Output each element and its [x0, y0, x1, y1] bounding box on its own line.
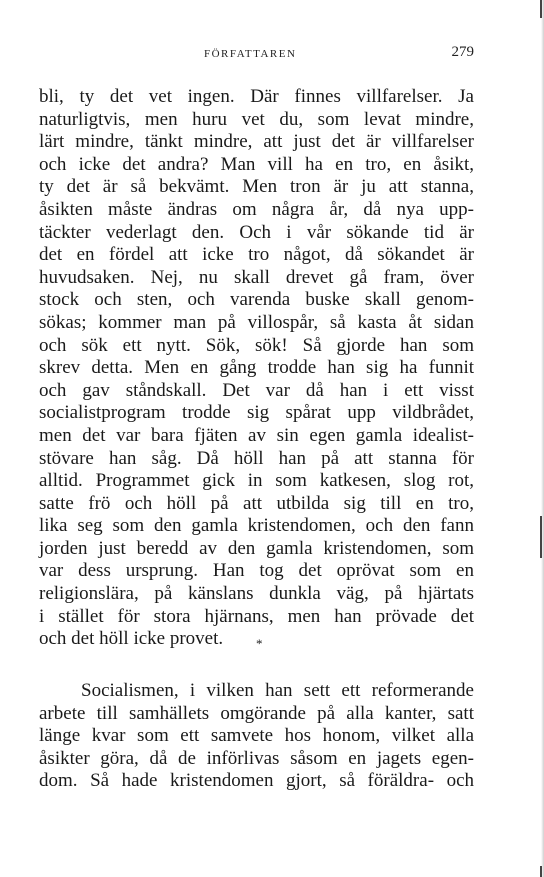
- text-line: stövare han såg. Då höll han på att stanna för: [39, 447, 474, 469]
- section-separator: *: [256, 636, 263, 651]
- text-line: jorden just beredd av den gamla kristendomen, som: [39, 537, 474, 559]
- page-number: 279: [451, 44, 474, 60]
- text-line: sökas; kommer man på villospår, så kasta åt sidan: [39, 311, 474, 333]
- text-line: lärt mindre, tänkt mindre, att just det är villfarelser: [39, 131, 474, 153]
- text-line: Socialismen, i vilken han sett ett reformerande: [81, 680, 474, 701]
- text-line: åsikten måste ändras om några år, då nya upp-: [39, 198, 474, 220]
- text-line: stock och sten, och varenda buske skall genom-: [39, 289, 474, 311]
- text-line: huvudsaken. Nej, nu skall drevet gå fram, över: [39, 266, 474, 288]
- paragraph-2: [39, 680, 474, 793]
- text-line: lika seg som den gamla kristendomen, och den fann: [39, 515, 474, 537]
- paragraph-1: [39, 86, 474, 651]
- text-line: arbete till samhällets omgörande på alla kanter, satt: [39, 702, 474, 724]
- text-line: och icke det andra? Man vill ha en tro, en åsikt,: [39, 153, 474, 175]
- text-line: det en fördel att icke tro något, då sökandet är: [39, 244, 474, 266]
- text-line: religionslära, på känslans dunkla väg, på hjärtats: [39, 583, 474, 605]
- text-line: dom. Så hade kristendomen gjort, så föräldra- och: [39, 770, 474, 792]
- text-line: naturligtvis, men huru vet du, som levat mindre,: [39, 108, 474, 130]
- text-line: alltid. Programmet gick in som katkesen, slog rot,: [39, 470, 474, 492]
- running-head-title: FÖRFATTAREN: [204, 48, 297, 60]
- text-line: i stället för stora hjärnans, men han prövade det: [39, 605, 474, 627]
- scan-edge-mark: [540, 516, 542, 558]
- text-line: satte frö och höll på att utbilda sig till en tro,: [39, 492, 474, 514]
- text-line: men det var bara fjäten av sin egen gamla idealist-: [39, 424, 474, 446]
- text-line: täckter vederlagt den. Och i vår sökande tid är: [39, 221, 474, 243]
- text-line: var dess ursprung. Han tog det oprövat som en: [39, 560, 474, 582]
- text-line: länge kvar som ett samvete hos honom, vilket alla: [39, 725, 474, 747]
- scan-edge-mark: [540, 866, 542, 877]
- text-line: och gav ståndskall. Det var då han i ett visst: [39, 379, 474, 401]
- text-line: socialistprogram trodde sig spårat upp vildbrådet,: [39, 402, 474, 424]
- text-line: och det höll icke provet.: [39, 628, 224, 650]
- running-head: [60, 44, 480, 64]
- text-line: åsikter göra, då de införlivas såsom en jagets egen-: [39, 747, 474, 769]
- scan-edge-mark: [540, 0, 542, 18]
- text-line: skrev detta. Men en gång trodde han sig ha funnit: [39, 357, 474, 379]
- text-line: bli, ty det vet ingen. Där finnes villfarelser. Ja: [39, 86, 474, 107]
- text-line: och sök ett nytt. Sök, sök! Så gjorde han som: [39, 334, 474, 356]
- text-line: ty det är så bekvämt. Men tron är ju att stanna,: [39, 176, 474, 198]
